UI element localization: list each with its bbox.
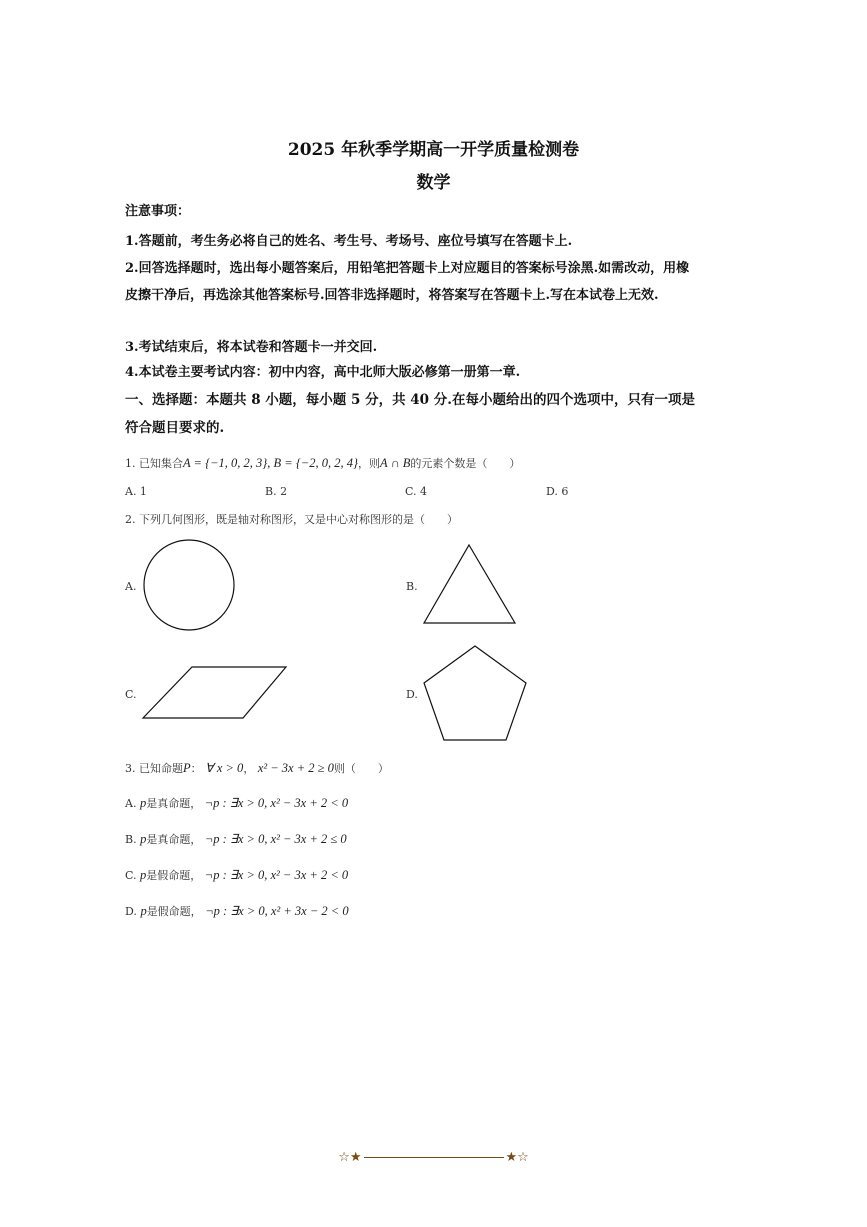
q3-option-a-negation: ¬p : ∃x > 0, x² − 3x + 2 < 0 — [204, 796, 349, 810]
note-3: 3.考试结束后，将本试卷和答题卡一并交回. — [125, 340, 378, 355]
note-4: 4.本试卷主要考试内容：初中内容，高中北师大版必修第一册第一章. — [125, 365, 521, 380]
page-footer — [0, 1150, 867, 1165]
q2-label-a: A. — [125, 580, 137, 593]
q3-option-a-p: p — [139, 796, 147, 810]
q3-option-a-text: 是真命题， — [146, 797, 202, 810]
q3-option-d-p: p — [140, 904, 147, 918]
q1-intersection: A ∩ B — [380, 456, 411, 470]
footer-stars-right: ★☆ — [505, 1150, 529, 1165]
q3-option-b-text: 是真命题， — [146, 833, 202, 846]
q1-suffix: 的元素个数是（ ） — [410, 457, 521, 470]
q1-prefix: 1. 已知集合 — [125, 457, 183, 470]
q1-option-b: B. 2 — [265, 485, 288, 498]
q1-option-d: D. 6 — [546, 485, 569, 498]
q1-option-a: A. 1 — [125, 485, 147, 498]
footer-stars-left: ☆★ — [338, 1150, 362, 1165]
question-3 — [125, 760, 389, 776]
footer-line — [364, 1157, 504, 1158]
q3-option-a — [125, 795, 348, 811]
q3-comma: ， — [243, 762, 255, 775]
page-title: 2025 年秋季学期高一开学质量检测卷 — [287, 140, 580, 160]
q3-option-d-label: D. — [125, 905, 137, 918]
q3-condition: ∀ x > 0 — [205, 761, 244, 775]
q3-option-c-negation: ¬p : ∃x > 0, x² − 3x + 2 < 0 — [204, 868, 349, 882]
question-1 — [125, 455, 520, 471]
q3-option-c-label: C. — [125, 869, 137, 882]
q1-option-c: C. 4 — [405, 485, 428, 498]
q3-option-a-label: A. — [125, 797, 137, 810]
q3-prefix: 3. 已知命题 — [125, 762, 183, 775]
q3-option-c — [125, 867, 348, 883]
q3-option-c-text: 是假命题， — [146, 869, 202, 882]
q3-option-d-negation: ¬p : ∃x > 0, x² + 3x − 2 < 0 — [205, 904, 349, 918]
q3-suffix: 则（ ） — [333, 762, 389, 775]
q3-option-d — [125, 903, 349, 919]
pentagon-figure — [420, 643, 530, 745]
q3-option-c-p: p — [140, 868, 147, 882]
q3-option-b-p: p — [140, 832, 147, 846]
circle-figure — [140, 538, 240, 633]
q3-option-b — [125, 831, 347, 847]
q2-label-d: D. — [406, 688, 418, 701]
q2-label-b: B. — [406, 580, 418, 593]
q3-colon: ： — [190, 762, 202, 775]
notes-heading: 注意事项： — [125, 204, 191, 219]
parallelogram-figure — [140, 664, 290, 724]
note-2: 2.回答选择题时，选出每小题答案后，用铅笔把答题卡上对应题目的答案标号涂黑.如需改动，用橡皮擦干净后，再选涂其他答案标号.回答非选择题时，将答案写在答题卡上.写在本试卷上无效. — [125, 261, 690, 303]
q3-option-b-label: B. — [125, 833, 137, 846]
q3-option-d-text: 是假命题， — [146, 905, 202, 918]
q1-sets: A = {−1, 0, 2, 3}, B = {−2, 0, 2, 4} — [183, 456, 359, 470]
q3-option-b-negation: ¬p : ∃x > 0, x² − 3x + 2 ≤ 0 — [204, 832, 347, 846]
q2-label-c: C. — [125, 688, 137, 701]
subject-title: 数学 — [416, 173, 451, 193]
triangle-figure — [420, 542, 520, 628]
question-2: 2. 下列几何图形，既是轴对称图形，又是中心对称图形的是（ ） — [125, 513, 458, 526]
q3-inequality: x² − 3x + 2 ≥ 0 — [257, 761, 334, 775]
section-heading: 一、选择题：本题共 8 小题，每小题 5 分，共 40 分.在每小题给出的四个选项中，只有一项是符合题目要求的. — [125, 392, 695, 436]
q3-p: P — [183, 761, 191, 775]
note-1: 1.答题前，考生务必将自己的姓名、考生号、考场号、座位号填写在答题卡上. — [125, 234, 573, 249]
q1-middle: ，则 — [358, 457, 381, 470]
